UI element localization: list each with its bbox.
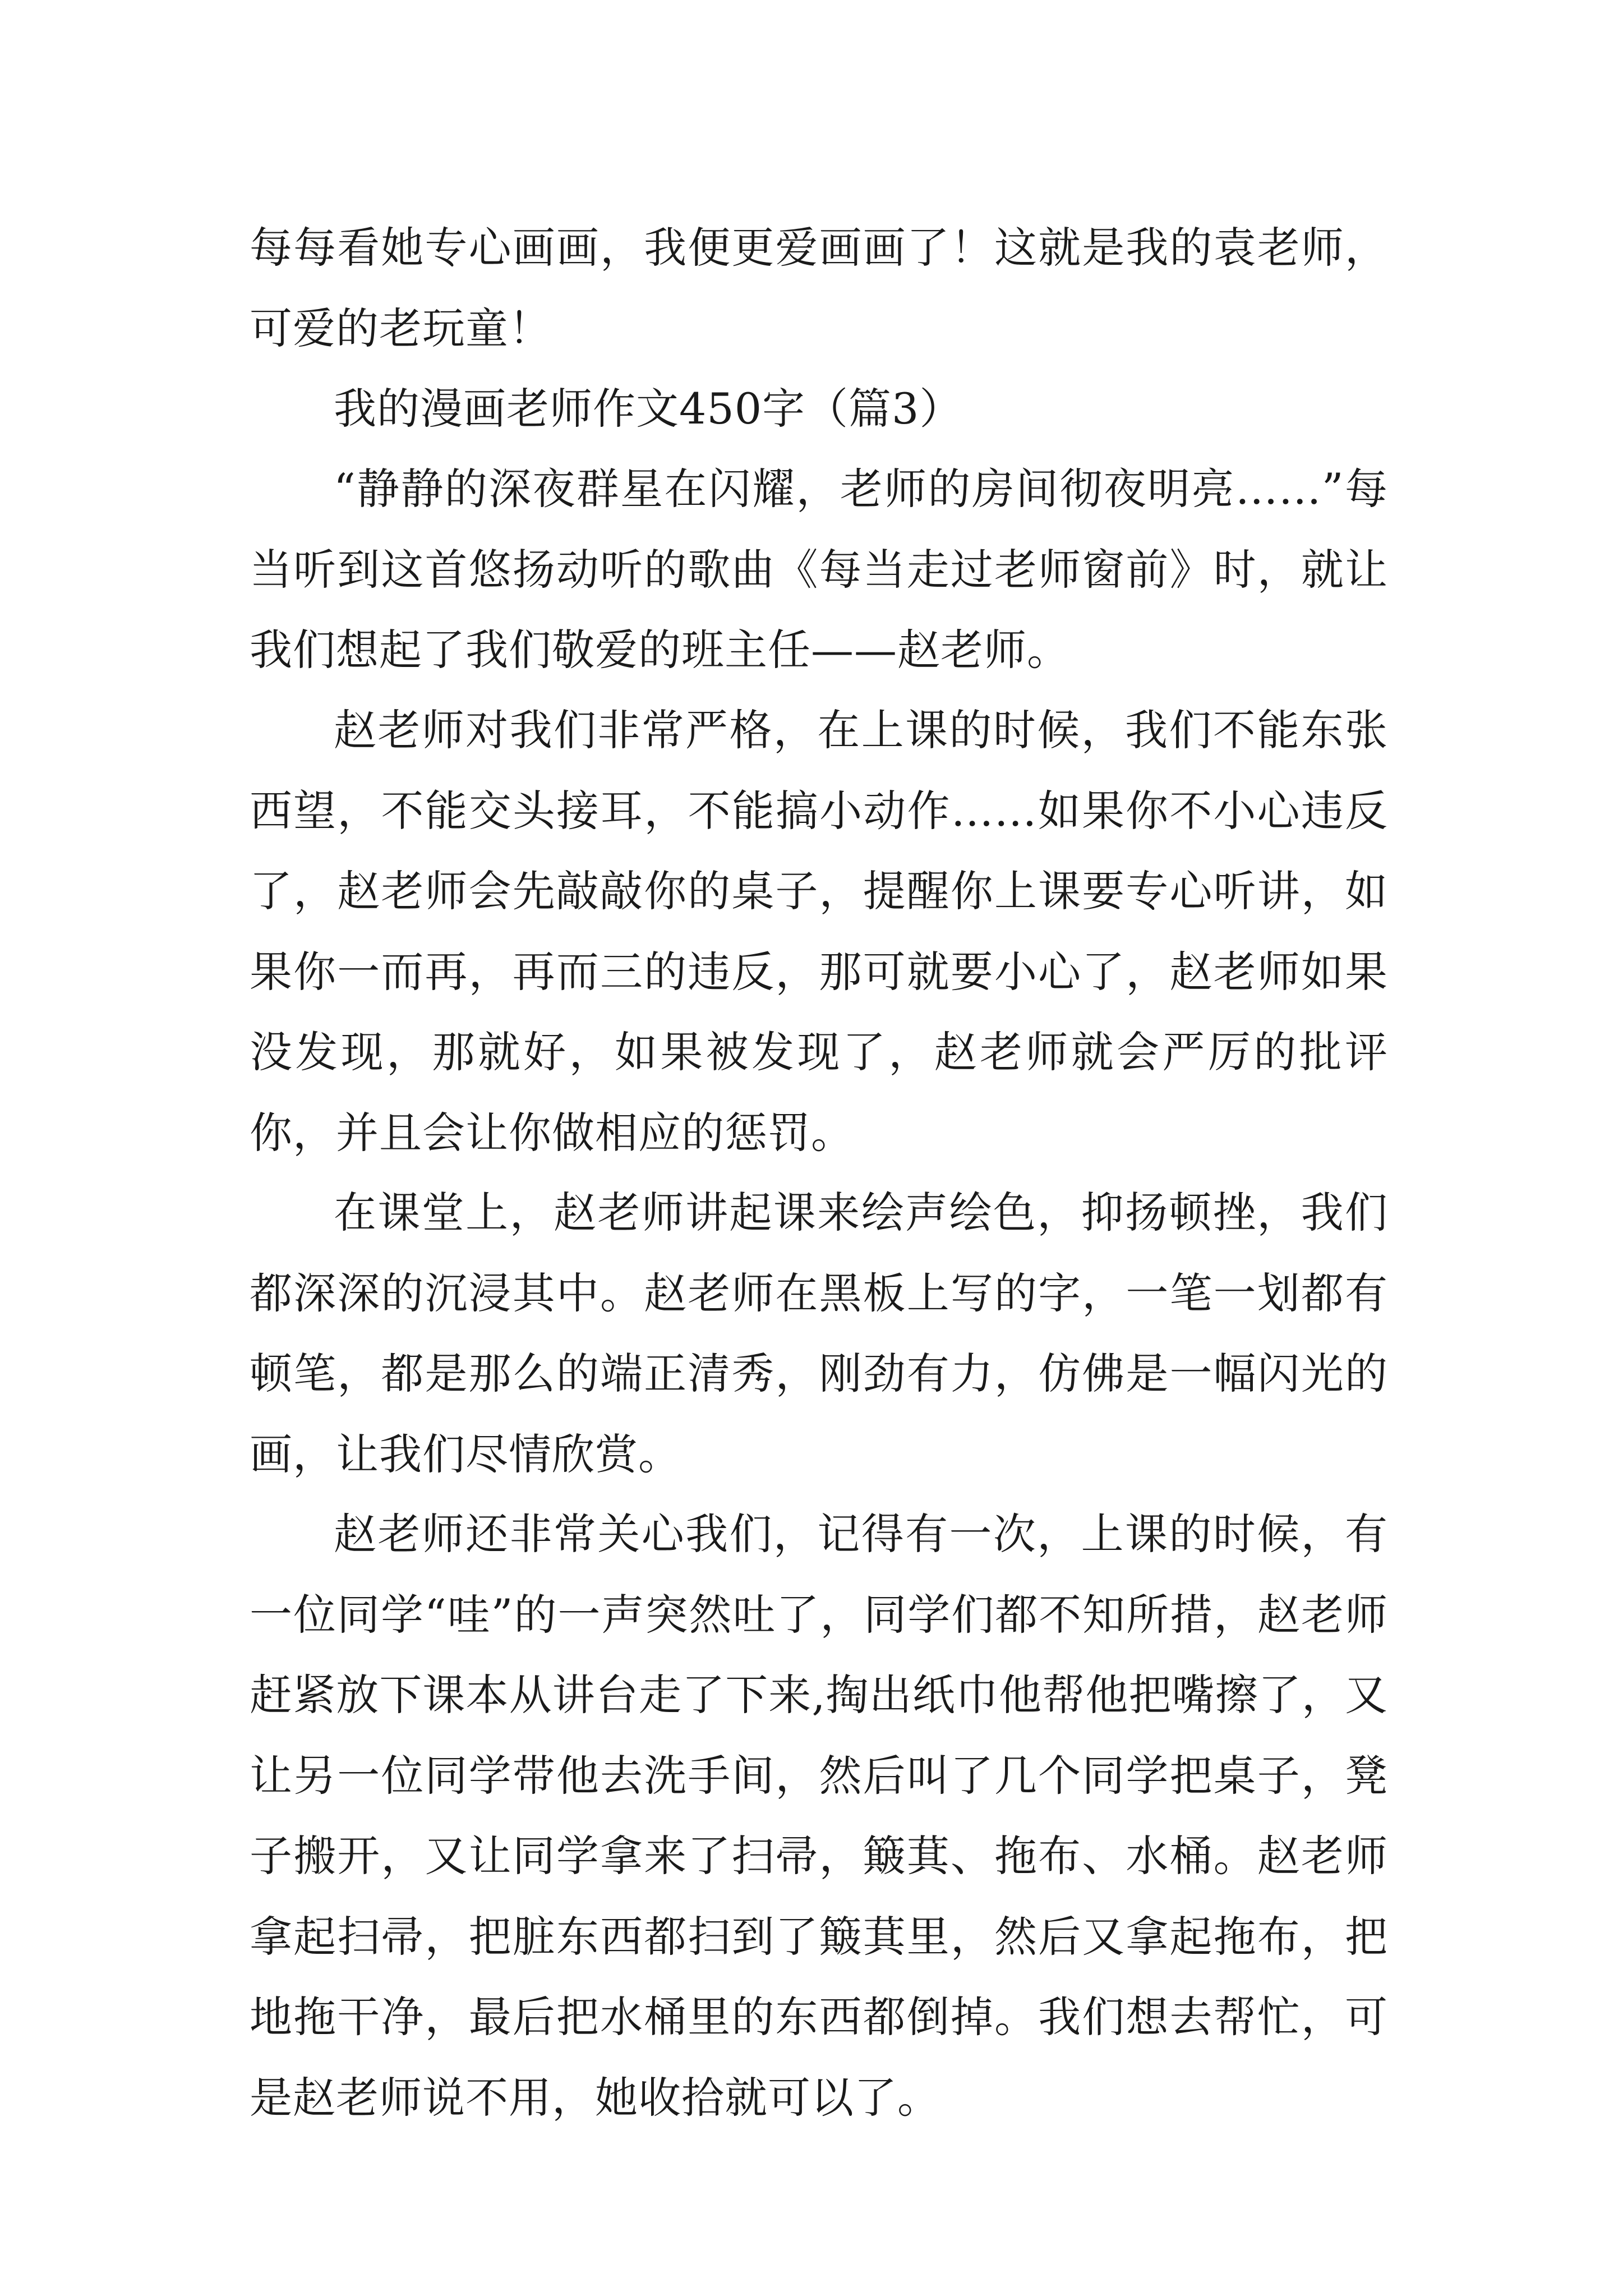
paragraph-caring-teacher: 赵老师还非常关心我们，记得有一次，上课的时候，有一位同学“哇”的一声突然吐了，同学们都不知所措，赵老师赶紧放下课本从讲台走了下来,掏出纸巾他帮他把嘴擦了，又让另一位同学带他去洗手间，然后叫了几个同学把桌子，凳子搬开，又让同学拿来了扫帚，簸萁、拖布、水桶。赵老师拿起扫帚，把脏东西都扫到了簸萁里，然后又拿起拖布，把地拖干净，最后把水桶里的东西都倒掉。我们想去帮忙，可是赵老师说不用，她收拾就可以了。: [250, 1509, 1388, 2123]
paragraph-strict-teacher: 赵老师对我们非常严格，在上课的时候，我们不能东张西望，不能交头接耳，不能搞小动作……如果你不小心违反了，赵老师会先敲敲你的桌子，提醒你上课要专心听讲，如果你一而再，再而三的违反，那可就要小心了，赵老师如果没发现，那就好，如果被发现了，赵老师就会严厉的批评你，并且会让你做相应的惩罚。: [250, 705, 1388, 1158]
paragraph-continuation: 每每看她专心画画，我便更爱画画了！这就是我的袁老师，可爱的老玩童！: [250, 223, 1388, 353]
paragraph-song-intro: “静静的深夜群星在闪耀，老师的房间彻夜明亮……”每当听到这首悠扬动听的歌曲《每当走过老师窗前》时，就让我们想起了我们敬爱的班主任——赵老师。: [250, 464, 1388, 675]
paragraph-classroom: 在课堂上，赵老师讲起课来绘声绘色，抑扬顿挫，我们都深深的沉浸其中。赵老师在黑板上写的字，一笔一划都有顿笔，都是那么的端正清秀，刚劲有力，仿佛是一幅闪光的画，让我们尽情欣赏。: [250, 1188, 1388, 1479]
essay-heading: 我的漫画老师作文450字（篇3）: [334, 384, 963, 434]
